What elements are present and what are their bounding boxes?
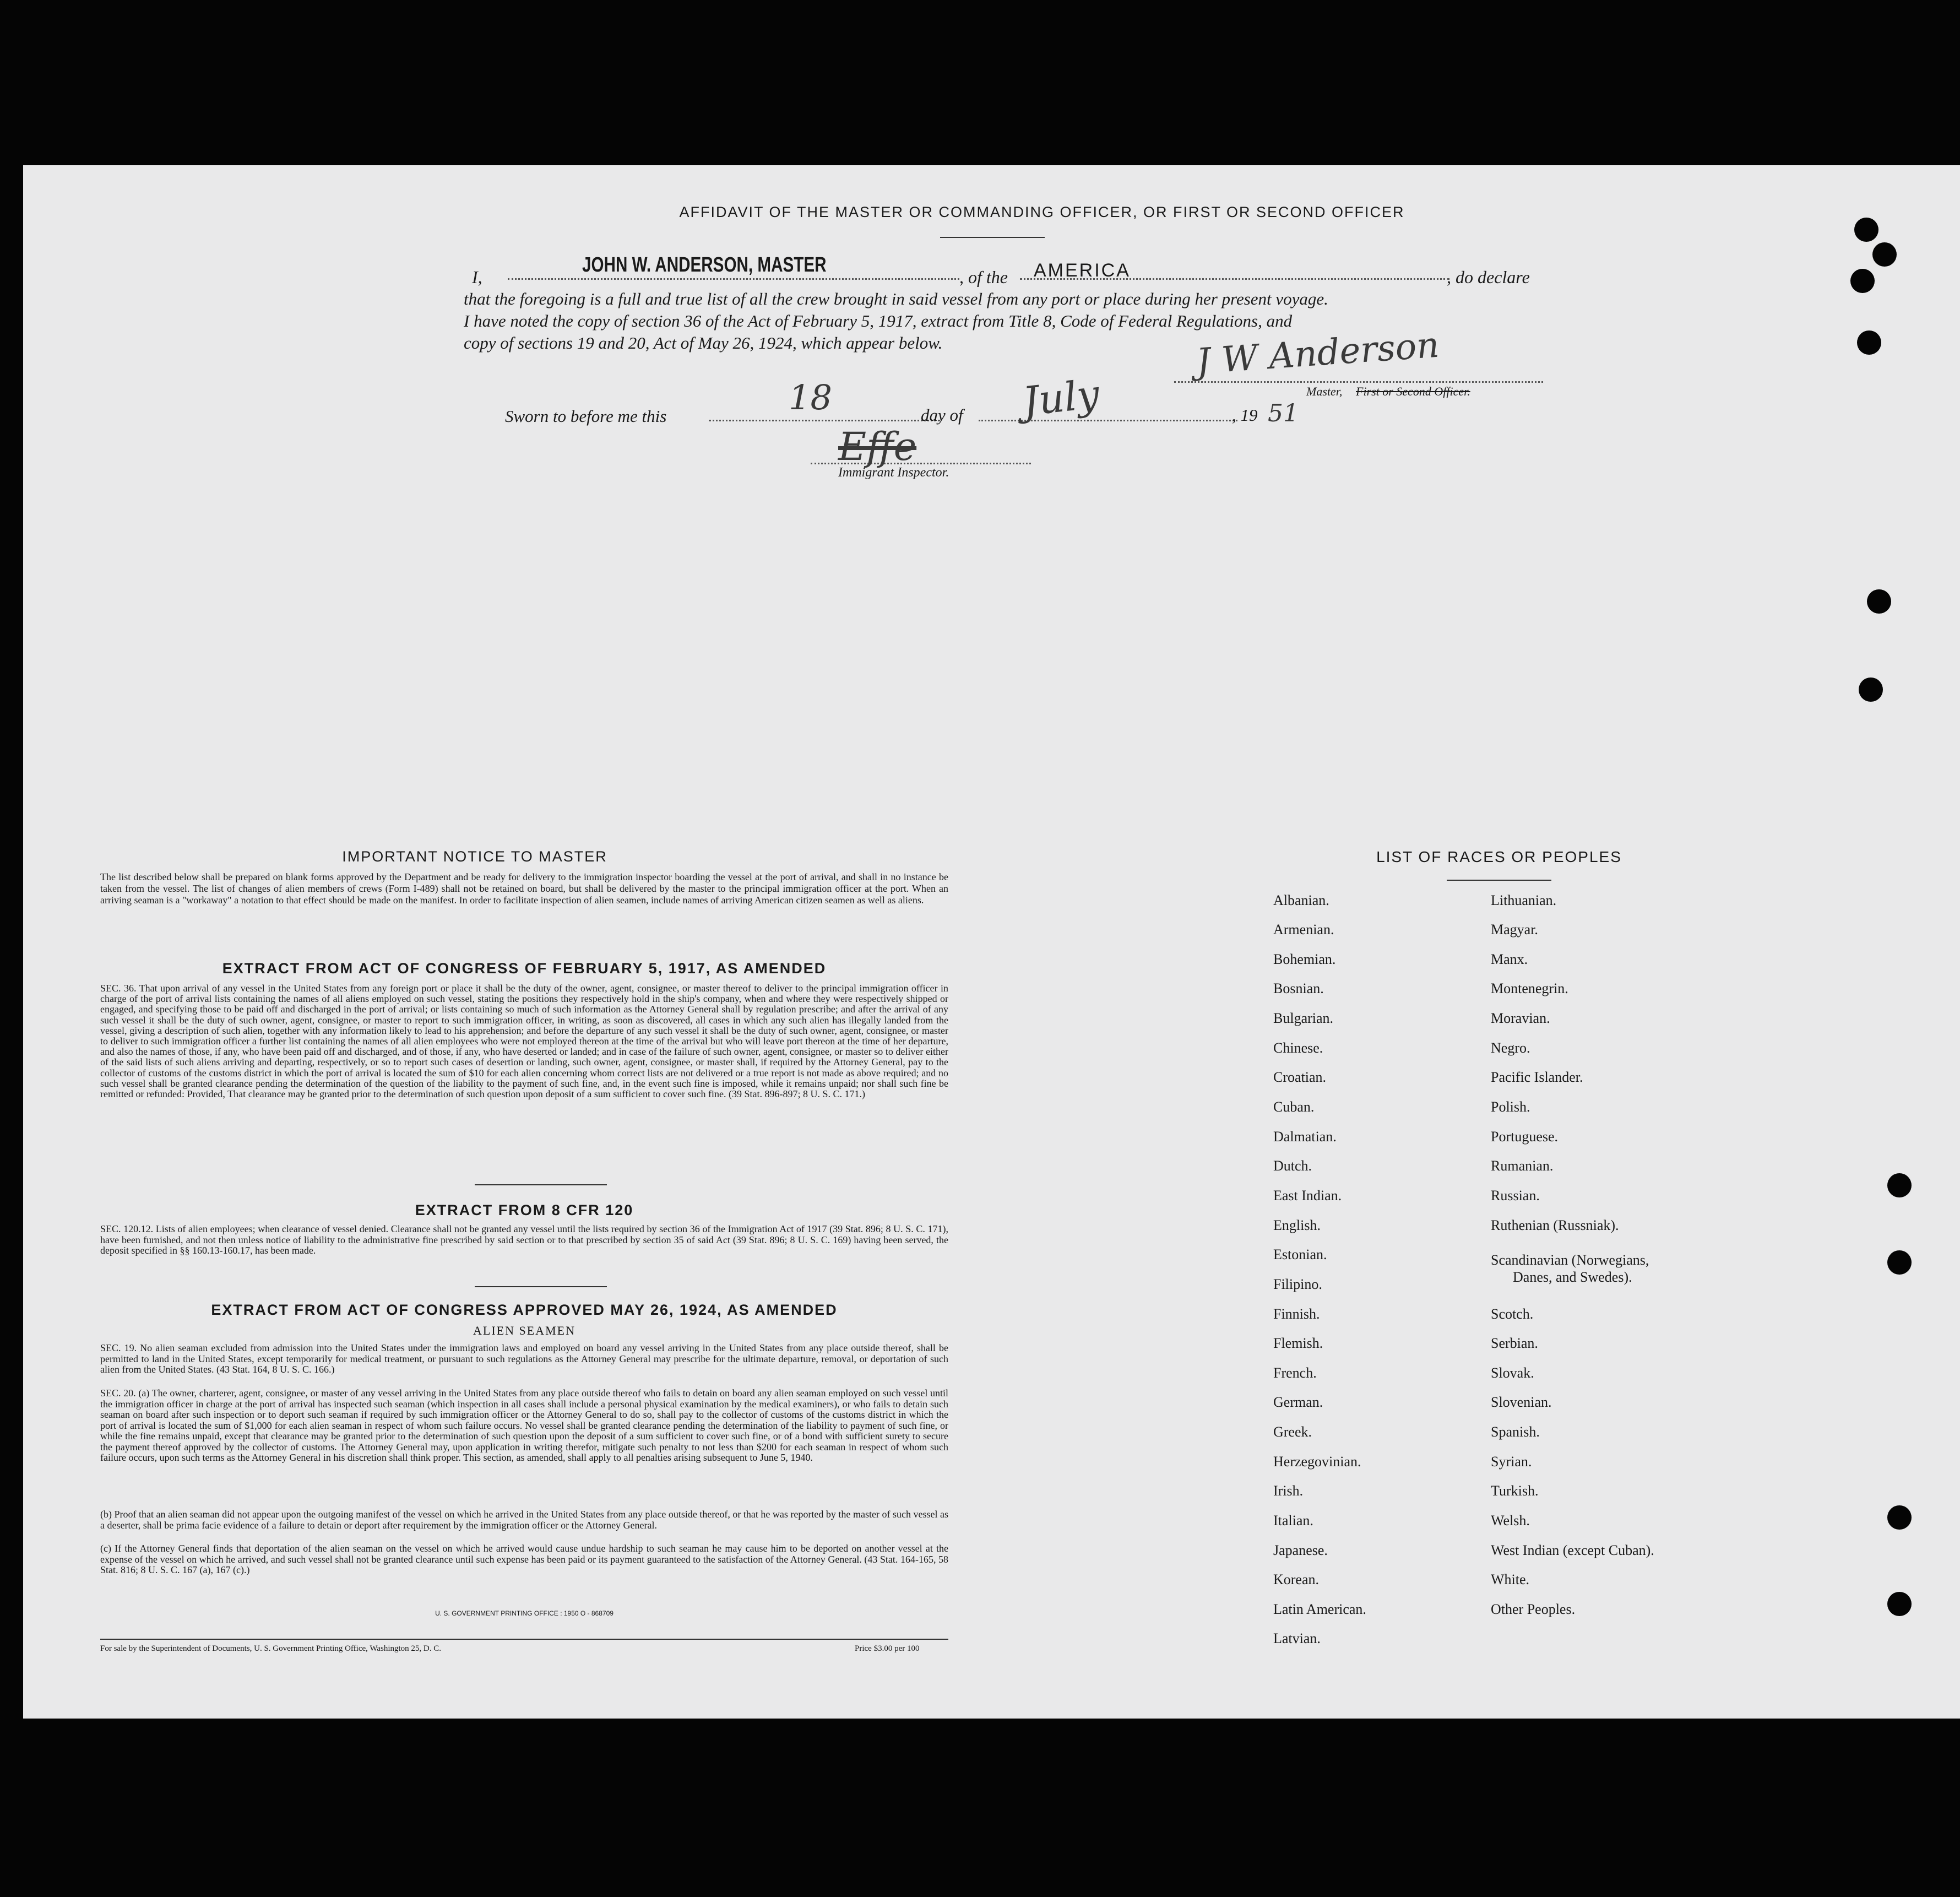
race-left: Armenian. [1273,922,1334,937]
race-right: Negro. [1491,1040,1530,1056]
inspector-label: Immigrant Inspector. [838,465,949,480]
affidavit-i: I, [472,267,482,287]
race-left: Dutch. [1273,1158,1312,1174]
race-right: Syrian. [1491,1454,1532,1470]
punch-hole [1887,1592,1912,1616]
race-right: Turkish. [1491,1483,1539,1499]
race-left: Flemish. [1273,1335,1323,1351]
affidavit-title: AFFIDAVIT OF THE MASTER OR COMMANDING OFFICER, OR FIRST OR SECOND OFFICER [679,204,1405,220]
inspector-signature: Effe [838,424,917,469]
signer-struck: First or Second Officer. [1356,384,1470,398]
race-right: White. [1491,1571,1530,1587]
race-left: Bosnian. [1273,980,1324,996]
day-line [709,420,940,421]
punch-hole [1850,269,1875,293]
month-line [979,420,1237,421]
race-right: Montenegrin. [1491,980,1568,996]
race-right: Rumanian. [1491,1158,1554,1174]
race-left: Albanian. [1273,892,1329,908]
section-20c-text: (c) If the Attorney General finds that deportation of the alien seaman on the vessel on which he arrived would cause undue hardship to such seaman he may cause him to be deported on another vessel at the expense of the vessel on which he arrived, and such vessel shall not be granted clearance until such expense has been paid or its payment guaranteed to the satisfaction of the Attorney General. (43 Stat. 164-165, 58 Stat. 816; 8 U. S. C. 167 (a), 167 (c).) [100,1543,948,1575]
extract-cfr-title: EXTRACT FROM 8 CFR 120 [415,1202,634,1218]
race-left: Korean. [1273,1571,1320,1587]
do-declare-text: , do declare [1447,267,1530,287]
signer-label: Master, [1306,384,1343,398]
section-20b-text: (b) Proof that an alien seaman did not appear upon the outgoing manifest of the vessel on which he arrived in the United States from any place outside thereof, or that he was reported by the master of such vessel as a deserter, shall be prima facie evidence of a failure to detain or deport after requirement by the immigration officer or the Attorney General. [100,1509,948,1531]
race-left: Greek. [1273,1424,1312,1440]
extract-1924-title: EXTRACT FROM ACT OF CONGRESS APPROVED MAY 26, 1924, AS AMENDED [211,1302,838,1318]
race-left: Croatian. [1273,1069,1327,1085]
race-right: Slovenian. [1491,1394,1552,1410]
race-right: West Indian (except Cuban). [1491,1542,1654,1558]
section-20a-text: SEC. 20. (a) The owner, charterer, agent, consignee, or master of any vessel arriving in the United States from any place outside thereof who fails to detain on board any alien seaman employed on such vessel until the immigration officer in charge at the port of arrival has inspected such seaman (which inspection in all cases shall include a personal physical examination by the medical examiners), or who fails to detain such seaman on board after such inspection or to deport such seaman if required by such immigration officer or the Attorney General to do so, shall pay to the collector of customs of the customs district in which the port of arrival is located the sum of $1,000 for each alien seaman in respect of whom such failure occurs. No vessel shall be granted clearance pending the determination of the liability to payment of such fine, or while the fine remains unpaid, except that clearance may be granted prior to the determination of such question upon the deposit of a sum sufficient to cover such fine, or of a bond with sufficient surety to secure the payment thereof approved by the collector of customs. The Attorney General may, upon application in writing therefor, mitigate such penalty to not less than $200 for each seaman in respect of whom such failure occurs, upon such terms as the Attorney General in his discretion shall think proper. This section, as amended, shall apply to all penalties arising subsequent to June 5, 1940. [100,1387,948,1463]
races-title: LIST OF RACES OR PEOPLES [1376,848,1622,865]
race-left: Irish. [1273,1483,1304,1499]
race-right: Pacific Islander. [1491,1069,1583,1085]
vessel-name: AMERICA [1034,260,1131,281]
punch-hole [1887,1173,1912,1197]
punch-hole [1857,330,1881,355]
notice-text: The list described below shall be prepared on blank forms approved by the Department and be ready for delivery to the immigration inspector boarding the vessel at the port of arrival, and shall in no instance be taken from the vessel. The list of changes of alien members of crews (Form I-489) shall not be retained on board, but shall be delivered by the master to the principal immigration officer at the port. When an arriving seaman is a "workaway" a notation to that effect should be made on the manifest. In order to facilitate inspection of alien seamen, include names of arriving American citizen seamen as well as aliens. [100,871,948,906]
race-right: Manx. [1491,951,1528,967]
section-19-text: SEC. 19. No alien seaman excluded from admission into the United States under the immigration laws and employed on board any vessel arriving in the United States from any place outside thereof, shall be permitted to land in the United States, except temporarily for medical treatment, or pursuant to such regulations as the Attorney General may prescribe for the ultimate departure, removal, or deportation of such alien from the United States. (43 Stat. 164, 8 U. S. C. 166.) [100,1342,948,1375]
title-divider [940,237,1045,238]
race-left: English. [1273,1217,1321,1233]
punch-hole [1872,242,1897,267]
year-prefix: , 19 [1232,405,1258,425]
race-right: Moravian. [1491,1010,1550,1026]
punch-hole [1854,218,1878,242]
notice-title: IMPORTANT NOTICE TO MASTER [342,848,607,865]
race-left: Herzegovinian. [1273,1454,1361,1470]
race-left: Latvian. [1273,1630,1321,1646]
master-name: JOHN W. ANDERSON, MASTER [582,253,827,277]
race-left: French. [1273,1365,1317,1381]
race-left: German. [1273,1394,1323,1410]
signature-line [1174,381,1543,383]
race-right: Spanish. [1491,1424,1540,1440]
race-right: Welsh. [1491,1513,1530,1529]
race-right: Polish. [1491,1099,1530,1115]
price-text: Price $3.00 per 100 [855,1644,920,1653]
document-page [23,165,1960,1719]
race-left: Bulgarian. [1273,1010,1334,1026]
sworn-text: Sworn to before me this [505,406,667,426]
race-left: Finnish. [1273,1306,1320,1322]
divider-2 [475,1286,607,1287]
race-right: Other Peoples. [1491,1601,1576,1617]
race-left: Filipino. [1273,1276,1322,1292]
race-right: Scandinavian (Norwegians, [1491,1252,1649,1268]
race-right: Danes, and Swedes). [1513,1269,1632,1285]
affidavit-body-line-1: that the foregoing is a full and true list of all the crew brought in said vessel from any port or place during her present voyage. [464,289,1328,308]
punch-hole [1887,1250,1912,1275]
printing-office-line: U. S. GOVERNMENT PRINTING OFFICE : 1950 O - 868709 [435,1609,613,1617]
year-value: 51 [1268,399,1299,427]
race-left: Cuban. [1273,1099,1315,1115]
races-divider [1447,880,1551,881]
race-left: Latin American. [1273,1601,1366,1617]
for-sale-text: For sale by the Superintendent of Documents, U. S. Government Printing Office, Washington 25, D. C. [100,1644,441,1653]
extract-1917-text: SEC. 36. That upon arrival of any vessel in the United States from any foreign port or place it shall be the duty of the owner, agent, consignee, or master thereof to deliver to the principal immigration officer in charge of the port of arrival lists containing the names of all aliens employed on such vessel, stating the positions they respectively hold in the ship's company, when and where they were respectively shipped or engaged, and specifying those to be paid off and discharged in the port of arrival; or lists containing so much of such information as the Attorney General shall by regulation prescribe; and after the arrival of any such vessel it shall be the duty of such owner, agent, consignee, or master to report to such immigration officer, in writing, as soon as discovered, all cases in which any such alien has illegally landed from the vessel, giving a description of such alien, together with any information likely to lead to his apprehension; and before the departure of any such vessel it shall be the duty of such owner, agent, consignee, or master to deliver to such immigration officer a further list containing the names of all alien employees who were not employed thereon at the time of the arrival but who will leave port thereon at the time of her departure, and also the names of those, if any, who have been paid off and discharged, and of those, if any, who have deserted or landed; and in case of the failure of such owner, agent, consignee, or master so to deliver either of the said lists of such aliens arriving and departing, respectively, or so to report such cases of desertion or landing, such owner, agent, consignee, or master shall, if required by the Attorney General, pay to the collector of customs of the customs district in which the port of arrival is located the sum of $10 for each alien concerning whom correct lists are not delivered or a true report is not made as above required; and no such vessel shall be granted clearance pending the determination of the question of the liability to the payment of such fine, and, in the event such fine is imposed, while it remains unpaid; nor shall such fine be remitted or refunded: Provided, That clearance may be granted prior to the determination of such question upon deposit of a sum sufficient to cover such fine. (39 Stat. 896-897; 8 U. S. C. 171.) [100,983,948,1100]
month-value: July [1020,370,1101,425]
race-left: Dalmatian. [1273,1129,1337,1145]
extract-1924-subtitle: ALIEN SEAMEN [473,1324,575,1337]
punch-hole [1887,1505,1912,1530]
race-right: Ruthenian (Russniak). [1491,1217,1619,1233]
race-left: Estonian. [1273,1246,1327,1262]
day-value: 18 [789,377,832,418]
race-right: Magyar. [1491,922,1538,937]
affidavit-body-line-2: I have noted the copy of section 36 of the Act of February 5, 1917, extract from Title 8, Code of Federal Regulations, and [464,311,1293,330]
extract-cfr-text: SEC. 120.12. Lists of alien employees; when clearance of vessel denied. Clearance shall not be granted any vessel until the lists required by section 36 of the Immigration Act of 1917 (39 Stat. 896; 8 U. S. C. 171), have been furnished, and not then unless notice of liability to the administrative fine prescribed by said section or to that prescribed by section 35 of said Act (39 Stat. 896; 8 U. S. C. 169) having been served, the deposit specified in §§ 160.13-160.17, has been made. [100,1223,948,1256]
race-left: Chinese. [1273,1040,1323,1056]
divider-1 [475,1184,607,1185]
of-the-text: , of the [959,267,1008,287]
race-right: Serbian. [1491,1335,1538,1351]
punch-hole [1859,678,1883,702]
race-right: Russian. [1491,1188,1540,1204]
race-left: Japanese. [1273,1542,1328,1558]
race-left: East Indian. [1273,1188,1342,1204]
race-right: Scotch. [1491,1306,1534,1322]
day-of-text: day of [921,405,963,425]
race-left: Bohemian. [1273,951,1336,967]
footer-rule [100,1639,948,1640]
punch-hole [1867,589,1891,614]
extract-1917-title: EXTRACT FROM ACT OF CONGRESS OF FEBRUARY 5, 1917, AS AMENDED [222,960,827,977]
affidavit-body-line-3: copy of sections 19 and 20, Act of May 26, 1924, which appear below. [464,333,943,353]
master-signature: J W Anderson [1195,324,1441,383]
race-right: Lithuanian. [1491,892,1557,908]
name-line [508,278,959,280]
race-right: Portuguese. [1491,1129,1559,1145]
race-right: Slovak. [1491,1365,1534,1381]
race-left: Italian. [1273,1513,1313,1529]
